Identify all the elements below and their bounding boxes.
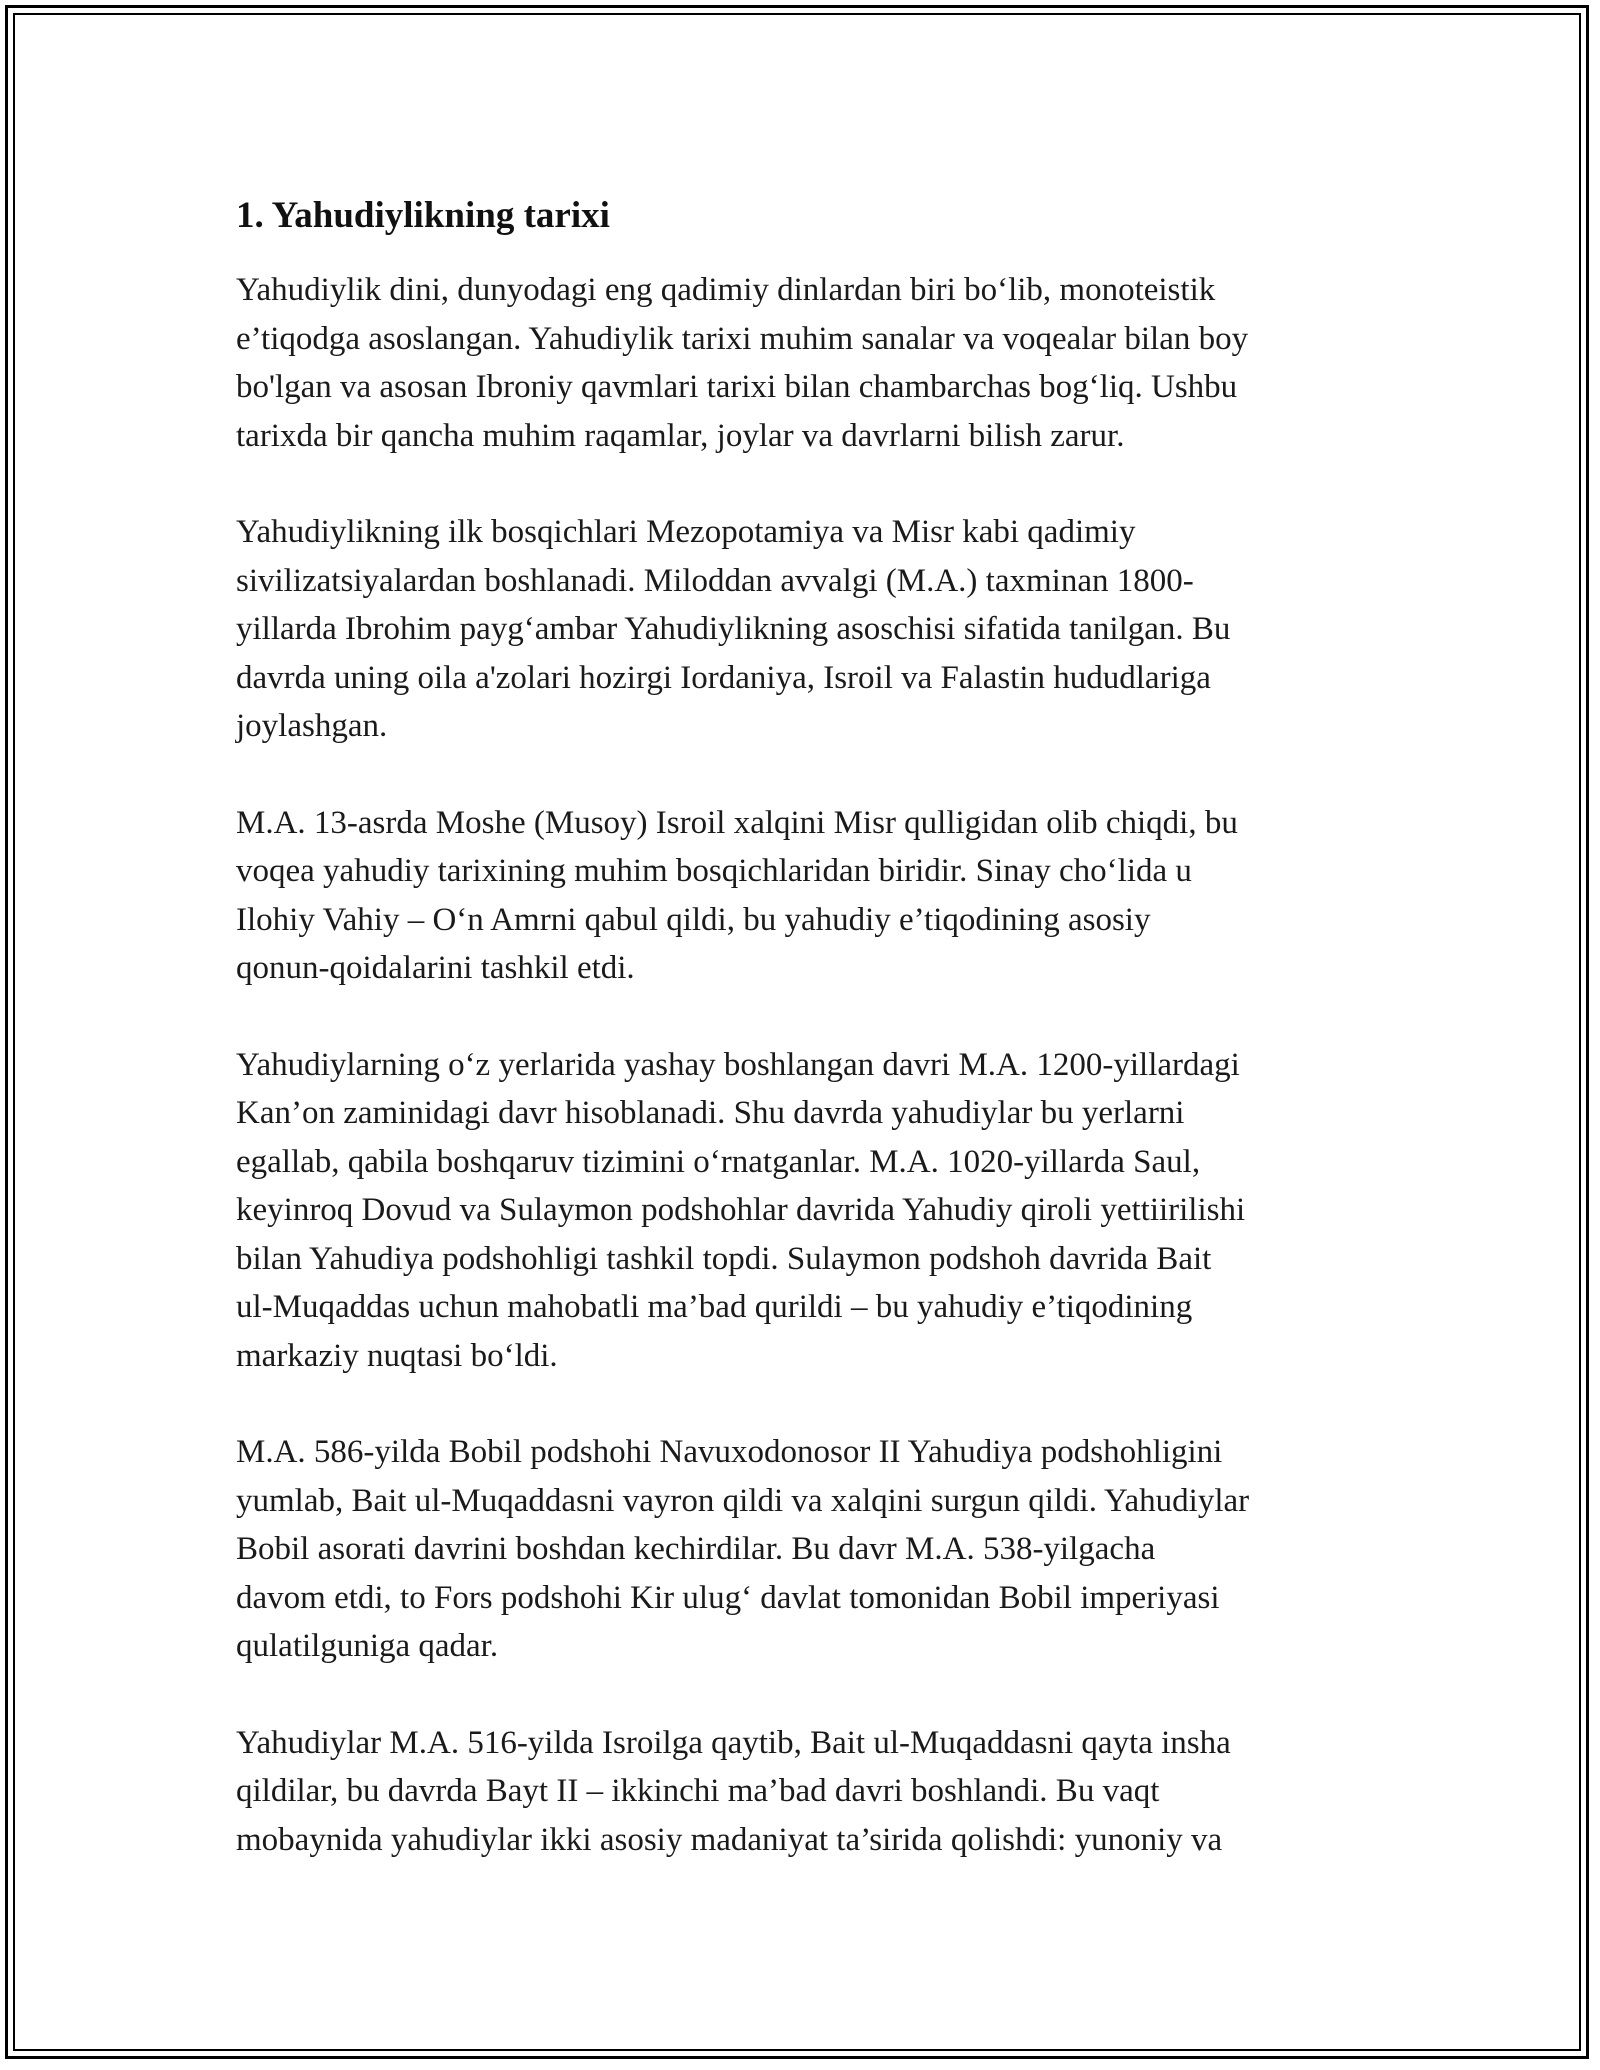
text-line: davom etdi, to Fors podshohi Kir ulug‘ davlat tomonidan Bobil imperiyasi — [236, 1579, 1220, 1616]
paragraph-5 — [236, 1428, 1376, 1671]
text-line: egallab, qabila boshqaruv tizimini o‘rnatganlar. M.A. 1020-yillarda Saul, — [236, 1143, 1201, 1180]
text-line: joylashgan. — [236, 708, 388, 744]
text-line: Yahudiylarning o‘z yerlarida yashay boshlangan davri M.A. 1200-yillardagi — [236, 1046, 1240, 1083]
text-line: qonun-qoidalarini tashkil etdi. — [236, 950, 635, 986]
document-body — [236, 188, 1376, 1912]
paragraph-6 — [236, 1719, 1376, 1865]
text-line: M.A. 586-yilda Bobil podshohi Navuxodonosor II Yahudiya podshohligini — [236, 1434, 1223, 1470]
section-heading: 1. Yahudiylikning tarixi — [236, 195, 610, 236]
text-line: tarixda bir qancha muhim raqamlar, joylar va davrlarni bilish zarur. — [236, 417, 1125, 454]
paragraph-2 — [236, 508, 1376, 751]
text-line: sivilizatsiyalardan boshlanadi. Miloddan avvalgi (M.A.) taxminan 1800- — [236, 562, 1194, 599]
text-line: Yahudiylik dini, dunyodagi eng qadimiy dinlardan biri bo‘lib, monoteistik — [236, 272, 1216, 308]
text-line: yumlab, Bait ul-Muqaddasni vayron qildi va xalqini surgun qildi. Yahudiylar — [236, 1482, 1250, 1519]
text-line: keyinroq Dovud va Sulaymon podshohlar davrida Yahudiy qiroli yettiirilishi — [236, 1192, 1246, 1228]
text-line: Kan’on zaminidagi davr hisoblanadi. Shu davrda yahudiylar bu yerlarni — [236, 1095, 1185, 1131]
paragraph-4 — [236, 1041, 1376, 1381]
text-line: Bobil asorati davrini boshdan kechirdilar. Bu davr M.A. 538-yilgacha — [236, 1531, 1156, 1567]
text-line: voqea yahudiy tarixining muhim bosqichlaridan biridir. Sinay cho‘lida u — [236, 853, 1192, 889]
text-line: ul-Muqaddas uchun mahobatli ma’bad qurildi – bu yahudiy e’tiqodining — [236, 1289, 1193, 1325]
text-line: qildilar, bu davrda Bayt II – ikkinchi ma’bad davri boshlandi. Bu vaqt — [236, 1773, 1160, 1809]
text-line: M.A. 13-asrda Moshe (Musoy) Isroil xalqini Misr qulligidan olib chiqdi, bu — [236, 804, 1238, 841]
paragraph-3 — [236, 799, 1376, 993]
text-line: e’tiqodga asoslangan. Yahudiylik tarixi muhim sanalar va voqealar bilan boy — [236, 320, 1249, 357]
text-line: bilan Yahudiya podshohligi tashkil topdi. Sulaymon podshoh davrida Bait — [236, 1240, 1212, 1277]
text-line: yillarda Ibrohim payg‘ambar Yahudiylikning asoschisi sifatida tanilgan. Bu — [236, 611, 1231, 647]
text-line: qulatilguniga qadar. — [236, 1628, 499, 1664]
text-line: Ilohiy Vahiy – O‘n Amrni qabul qildi, bu yahudiy e’tiqodining asosiy — [236, 901, 1151, 938]
text-line: Yahudiylar M.A. 516-yilda Isroilga qaytib, Bait ul-Muqaddasni qayta insha — [236, 1724, 1231, 1761]
paragraph-1 — [236, 266, 1376, 460]
text-line: mobaynida yahudiylar ikki asosiy madaniyat ta’sirida qolishdi: yunoniy va — [236, 1821, 1223, 1858]
text-line: davrda uning oila a'zolari hozirgi Iordaniya, Isroil va Falastin hududlariga — [236, 659, 1211, 696]
text-line: bo'lgan va asosan Ibroniy qavmlari tarixi bilan chambarchas bog‘liq. Ushbu — [236, 369, 1238, 405]
text-line: markaziy nuqtasi bo‘ldi. — [236, 1337, 558, 1374]
text-line: Yahudiylikning ilk bosqichlari Mezopotamiya va Misr kabi qadimiy — [236, 514, 1136, 550]
